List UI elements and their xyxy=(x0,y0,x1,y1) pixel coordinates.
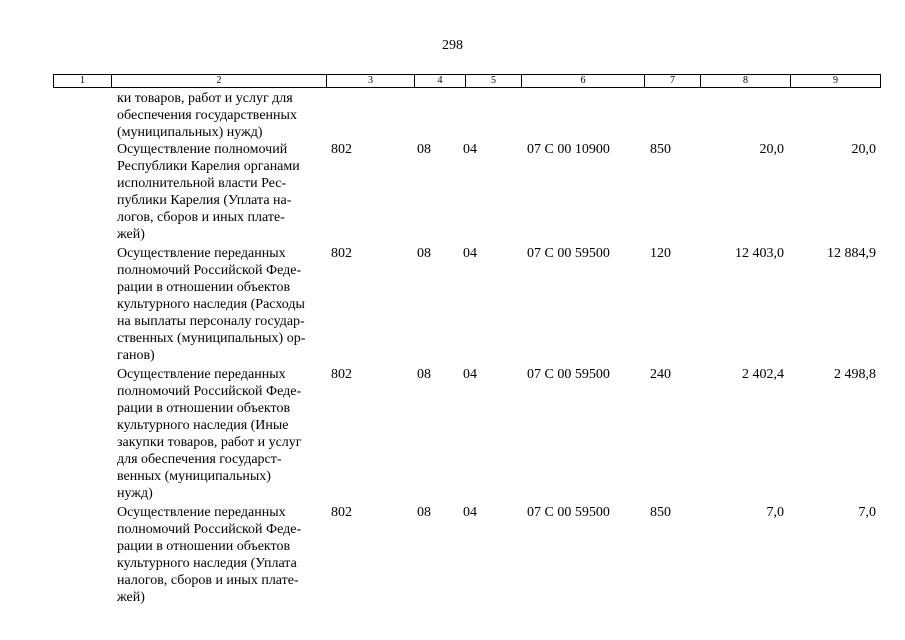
cell-col5: 04 xyxy=(463,367,477,382)
cell-col9: 7,0 xyxy=(858,505,876,520)
cell-col6: 07 С 00 59500 xyxy=(527,246,610,261)
header-col-5: 5 xyxy=(465,75,521,87)
name-line: ственных (муниципальных) ор- xyxy=(117,331,306,346)
cell-col8: 7,0 xyxy=(766,505,784,520)
name-line: закупки товаров, работ и услуг xyxy=(117,435,302,450)
name-line: налогов, сборов и иных плате- xyxy=(117,573,299,588)
cell-col4: 08 xyxy=(417,246,431,261)
name-line: логов, сборов и иных плате- xyxy=(117,210,285,225)
cell-col3: 802 xyxy=(331,505,352,520)
cell-col3: 802 xyxy=(331,367,352,382)
name-line: рации в отношении объектов xyxy=(117,401,291,416)
header-col-9: 9 xyxy=(790,75,880,87)
name-line: нужд) xyxy=(117,486,153,501)
header-col-6: 6 xyxy=(521,75,644,87)
cell-col7: 120 xyxy=(650,246,671,261)
cell-col8: 2 402,4 xyxy=(742,367,784,382)
header-col-4: 4 xyxy=(414,75,465,87)
name-line: полномочий Российской Феде- xyxy=(117,263,302,278)
name-line: культурного наследия (Уплата xyxy=(117,556,297,571)
cell-col5: 04 xyxy=(463,246,477,261)
header-col-2: 2 xyxy=(111,75,326,87)
cell-col7: 850 xyxy=(650,142,671,157)
name-line: ганов) xyxy=(117,348,155,363)
name-line: исполнительной власти Рес- xyxy=(117,176,287,191)
name-line: жей) xyxy=(117,227,145,242)
cell-col3: 802 xyxy=(331,246,352,261)
name-line: культурного наследия (Расходы xyxy=(117,297,305,312)
cell-col4: 08 xyxy=(417,505,431,520)
header-col-1: 1 xyxy=(80,75,85,86)
name-line: рации в отношении объектов xyxy=(117,539,291,554)
cell-col7: 240 xyxy=(650,367,671,382)
name-line: Республики Карелия органами xyxy=(117,159,300,174)
name-line: рации в отношении объектов xyxy=(117,280,291,295)
name-line: полномочий Российской Феде- xyxy=(117,384,302,399)
continuation-text xyxy=(117,90,329,141)
name-line: жей) xyxy=(117,590,145,605)
continuation-line: (муниципальных) нужд) xyxy=(117,125,263,140)
name-line: Осуществление переданных xyxy=(117,246,286,261)
name-line: Осуществление переданных xyxy=(117,505,286,520)
table-row-name xyxy=(117,141,329,243)
name-line: полномочий Российской Феде- xyxy=(117,522,302,537)
cell-col4: 08 xyxy=(417,142,431,157)
name-line: Осуществление полномочий xyxy=(117,142,288,157)
cell-col5: 04 xyxy=(463,142,477,157)
cell-col9: 20,0 xyxy=(851,142,876,157)
cell-col8: 12 403,0 xyxy=(735,246,784,261)
cell-col6: 07 С 00 59500 xyxy=(527,367,610,382)
cell-col5: 04 xyxy=(463,505,477,520)
name-line: для обеспечения государст- xyxy=(117,452,282,467)
continuation-line: ки товаров, работ и услуг для xyxy=(117,91,293,106)
name-line: Осуществление переданных xyxy=(117,367,286,382)
continuation-line: обеспечения государственных xyxy=(117,108,297,123)
header-col-8: 8 xyxy=(700,75,790,87)
cell-col6: 07 С 00 59500 xyxy=(527,505,610,520)
header-col-3: 3 xyxy=(326,75,414,87)
cell-col9: 2 498,8 xyxy=(834,367,876,382)
table-header-row xyxy=(53,74,881,88)
cell-col6: 07 С 00 10900 xyxy=(527,142,610,157)
name-line: на выплаты персоналу государ- xyxy=(117,314,305,329)
name-line: публики Карелия (Уплата на- xyxy=(117,193,292,208)
cell-col7: 850 xyxy=(650,505,671,520)
header-col-7: 7 xyxy=(644,75,700,87)
name-line: культурного наследия (Иные xyxy=(117,418,289,433)
cell-col4: 08 xyxy=(417,367,431,382)
name-line: венных (муниципальных) xyxy=(117,469,271,484)
cell-col3: 802 xyxy=(331,142,352,157)
table-row-name xyxy=(117,245,329,364)
cell-col8: 20,0 xyxy=(759,142,784,157)
cell-col9: 12 884,9 xyxy=(827,246,876,261)
table-row-name xyxy=(117,504,329,606)
page-number: 298 xyxy=(442,38,463,53)
table-row-name xyxy=(117,366,329,502)
